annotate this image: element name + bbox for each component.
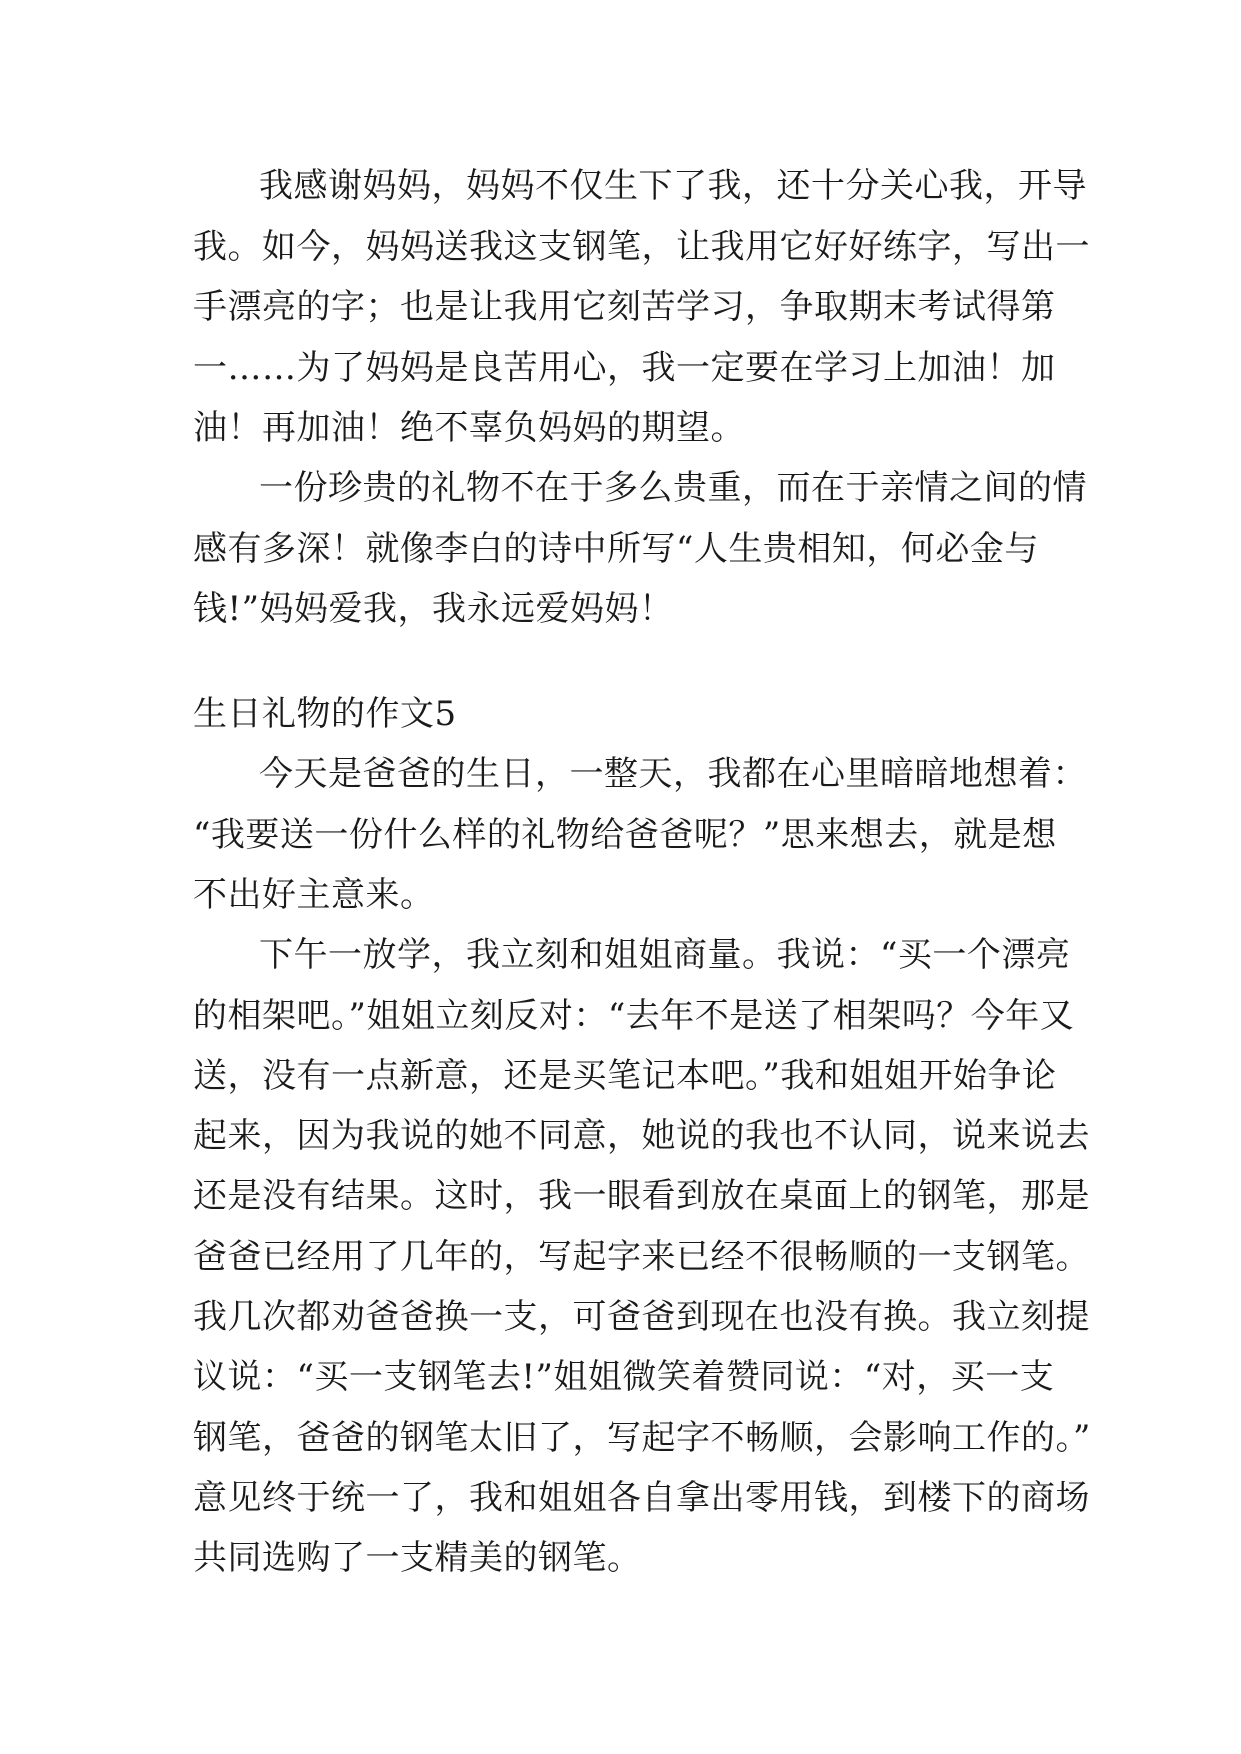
paragraph-line: 油！再加油！绝不辜负妈妈的期望。 [193,408,745,448]
paragraph-line: 爸爸已经用了几年的，写起字来已经不很畅顺的一支钢笔。 [193,1237,1090,1277]
paragraph-line: 钱!”妈妈爱我，我永远爱妈妈！ [193,589,674,629]
paragraph-line: 不出好主意来。 [193,875,435,915]
paragraph-line: 我几次都劝爸爸换一支，可爸爸到现在也没有换。我立刻提 [193,1297,1090,1337]
paragraph-line: 还是没有结果。这时，我一眼看到放在桌面上的钢笔，那是 [193,1176,1090,1216]
paragraph-line: 感有多深！就像李白的诗中所写“人生贵相知，何必金与 [193,529,1039,569]
paragraph-line: 我感谢妈妈，妈妈不仅生下了我，还十分关心我，开导 [259,166,1087,206]
paragraph-line: 手漂亮的字；也是让我用它刻苦学习，争取期末考试得第 [193,287,1056,327]
paragraph-line: 送，没有一点新意，还是买笔记本吧。”我和姐姐开始争论 [193,1056,1057,1096]
paragraph-line: 一……为了妈妈是良苦用心，我一定要在学习上加油！加 [193,348,1056,388]
paragraph-line: “我要送一份什么样的礼物给爸爸呢？”思来想去，就是想 [193,815,1057,855]
paragraph-line: 的相架吧。”姐姐立刻反对：“去年不是送了相架吗？今年又 [193,996,1075,1036]
paragraph-line: 一份珍贵的礼物不在于多么贵重，而在于亲情之间的情 [259,468,1087,508]
paragraph-line: 今天是爸爸的生日，一整天，我都在心里暗暗地想着： [259,754,1087,794]
section-heading: 生日礼物的作文5 [193,694,457,734]
paragraph-line: 议说：“买一支钢笔去!”姐姐微笑着赞同说：“对，买一支 [193,1357,1055,1397]
paragraph-line: 我。如今，妈妈送我这支钢笔，让我用它好好练字，写出一 [193,227,1090,267]
paragraph-line: 共同选购了一支精美的钢笔。 [193,1538,642,1578]
paragraph-line: 意见终于统一了，我和姐姐各自拿出零用钱，到楼下的商场 [193,1478,1090,1518]
paragraph-line: 下午一放学，我立刻和姐姐商量。我说：“买一个漂亮 [259,935,1071,975]
paragraph-line: 起来，因为我说的她不同意，她说的我也不认同，说来说去 [193,1116,1090,1156]
paragraph-line: 钢笔，爸爸的钢笔太旧了，写起字不畅顺，会影响工作的。” [193,1418,1091,1458]
